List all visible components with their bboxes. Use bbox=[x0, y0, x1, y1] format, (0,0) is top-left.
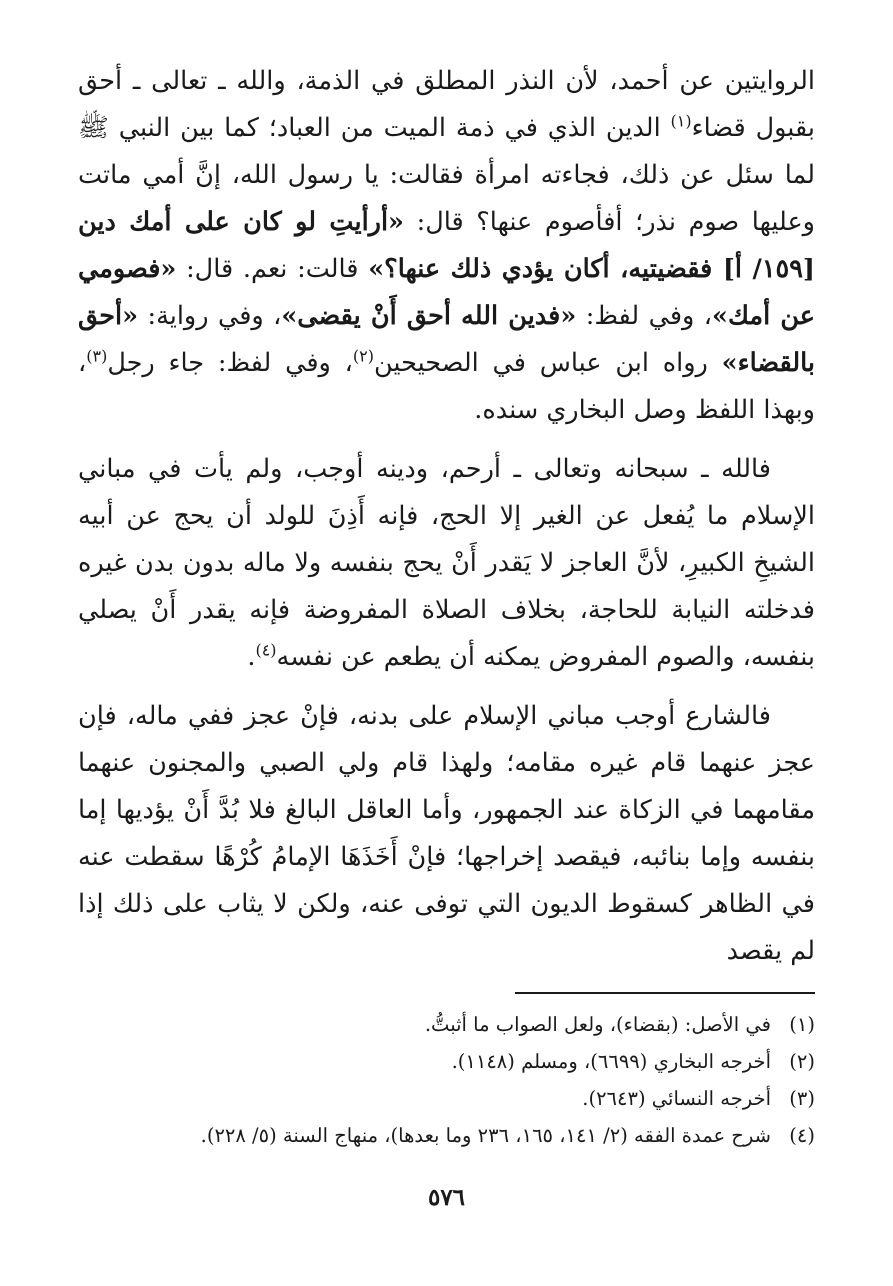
footnote-number: (٤) bbox=[789, 1124, 815, 1147]
footnote-text: أخرجه النسائي (٢٦٤٣). bbox=[582, 1087, 771, 1110]
footnote-ref-2[interactable]: (٢) bbox=[352, 346, 375, 366]
text-run: ، وفي رواية: bbox=[138, 301, 282, 331]
footnote-2 bbox=[78, 1043, 815, 1080]
footnote-text: أخرجه البخاري (٦٦٩٩)، ومسلم (١١٤٨). bbox=[451, 1050, 771, 1073]
text-run: . bbox=[247, 642, 256, 672]
paragraph-3 bbox=[78, 693, 815, 975]
text-run: الروايتين عن أحمد، لأن النذر المطلق في الذمة، والله ـ تعالى ـ أحق بقبول قضاء bbox=[78, 66, 815, 143]
text-run: فالله ـ سبحانه وتعالى ـ أرحم، ودينه أوجب، ولم يأت في مباني الإسلام ما يُفعل عن الغير إلا الحج، فإنه أَذِنَ للولد أن يحج عن أبيه الشيخِ الكبيرِ، لأنَّ العاجز لا يَقدر أَنْ يحج بنفسه ولا ماله بدون بدن غيره فدخلته النيابة للحاجة، بخلاف الصلاة المفروضة فإنه يقدر أَنْ يصلي بنفسه، والصوم المفروض يمكنه أن يطعم عن نفسه bbox=[78, 454, 815, 672]
hadith-quote: «فصومي عن أمك» bbox=[78, 254, 815, 331]
hadith-quote: «أحق بالقضاء» bbox=[78, 301, 816, 378]
footnote-1 bbox=[78, 1006, 815, 1043]
footnote-number: (٣) bbox=[789, 1087, 815, 1110]
hadith-quote: «فدين الله أحق أَنْ يقضى» bbox=[281, 301, 577, 331]
text-run: قالت: نعم. قال: bbox=[176, 254, 369, 284]
footnote-4 bbox=[78, 1117, 815, 1154]
footnote-divider bbox=[515, 992, 815, 994]
footnote-text: شرح عمدة الفقه (٢/ ١٤١، ١٦٥، ٢٣٦ وما بعدها)، منهاج السنة (٥/ ٢٢٨). bbox=[200, 1124, 771, 1147]
text-run: الدين الذي في ذمة الميت من العباد؛ كما بين النبي ﷺ لما سئل عن ذلك، فجاءته امرأة فقالت: يا رسول الله، إنَّ أمي ماتت وعليها صوم نذر؛ أفأصوم عنها؟ قال: bbox=[78, 113, 815, 237]
text-run: ، وبهذا اللفظ وصل البخاري سنده. bbox=[78, 348, 815, 425]
footnotes bbox=[78, 992, 815, 1154]
main-text bbox=[78, 58, 815, 975]
page-number: ٥٧٦ bbox=[427, 1184, 466, 1211]
text-run: ، وفي لفظ: bbox=[576, 301, 712, 331]
footnote-ref-1[interactable]: (١) bbox=[670, 111, 692, 131]
footnote-number: (١) bbox=[789, 1013, 815, 1036]
footnote-text: في الأصل: (بقضاء)، ولعل الصواب ما أثبتُّ. bbox=[424, 1013, 771, 1036]
paragraph-2 bbox=[78, 446, 815, 681]
footnote-ref-3[interactable]: (٣) bbox=[86, 346, 108, 366]
footnote-ref-4[interactable]: (٤) bbox=[255, 640, 277, 660]
text-run: ، وفي لفظ: جاء رجل bbox=[107, 348, 353, 378]
paragraph-1 bbox=[78, 58, 815, 434]
text-run: فالشارع أوجب مباني الإسلام على بدنه، فإنْ عجز ففي ماله، فإن عجز عنهما قام غيره مقامه؛ ولهذا قام ولي الصبي والمجنون عنهما مقامهما في الزكاة عند الجمهور، وأما العاقل البالغ فلا بُدَّ أَنْ يؤديها إما بنفسه وإما بنائبه، فيقصد إخراجها؛ فإنْ أَخَذَهَا الإمامُ كُرْهًا سقطت عنه في الظاهر كسقوط الديون التي توفى عنه، ولكن لا يثاب على ذلك إذا لم يقصد bbox=[78, 701, 815, 966]
text-run: رواه ابن عباس في الصحيحين bbox=[374, 348, 722, 378]
footnote-number: (٢) bbox=[789, 1050, 815, 1073]
hadith-quote: «أرأيتِ لو كان على أمك دين [١٥٩/ أ] فقضيتيه، أكان يؤدي ذلك عنها؟» bbox=[78, 207, 815, 284]
footnote-3 bbox=[78, 1080, 815, 1117]
